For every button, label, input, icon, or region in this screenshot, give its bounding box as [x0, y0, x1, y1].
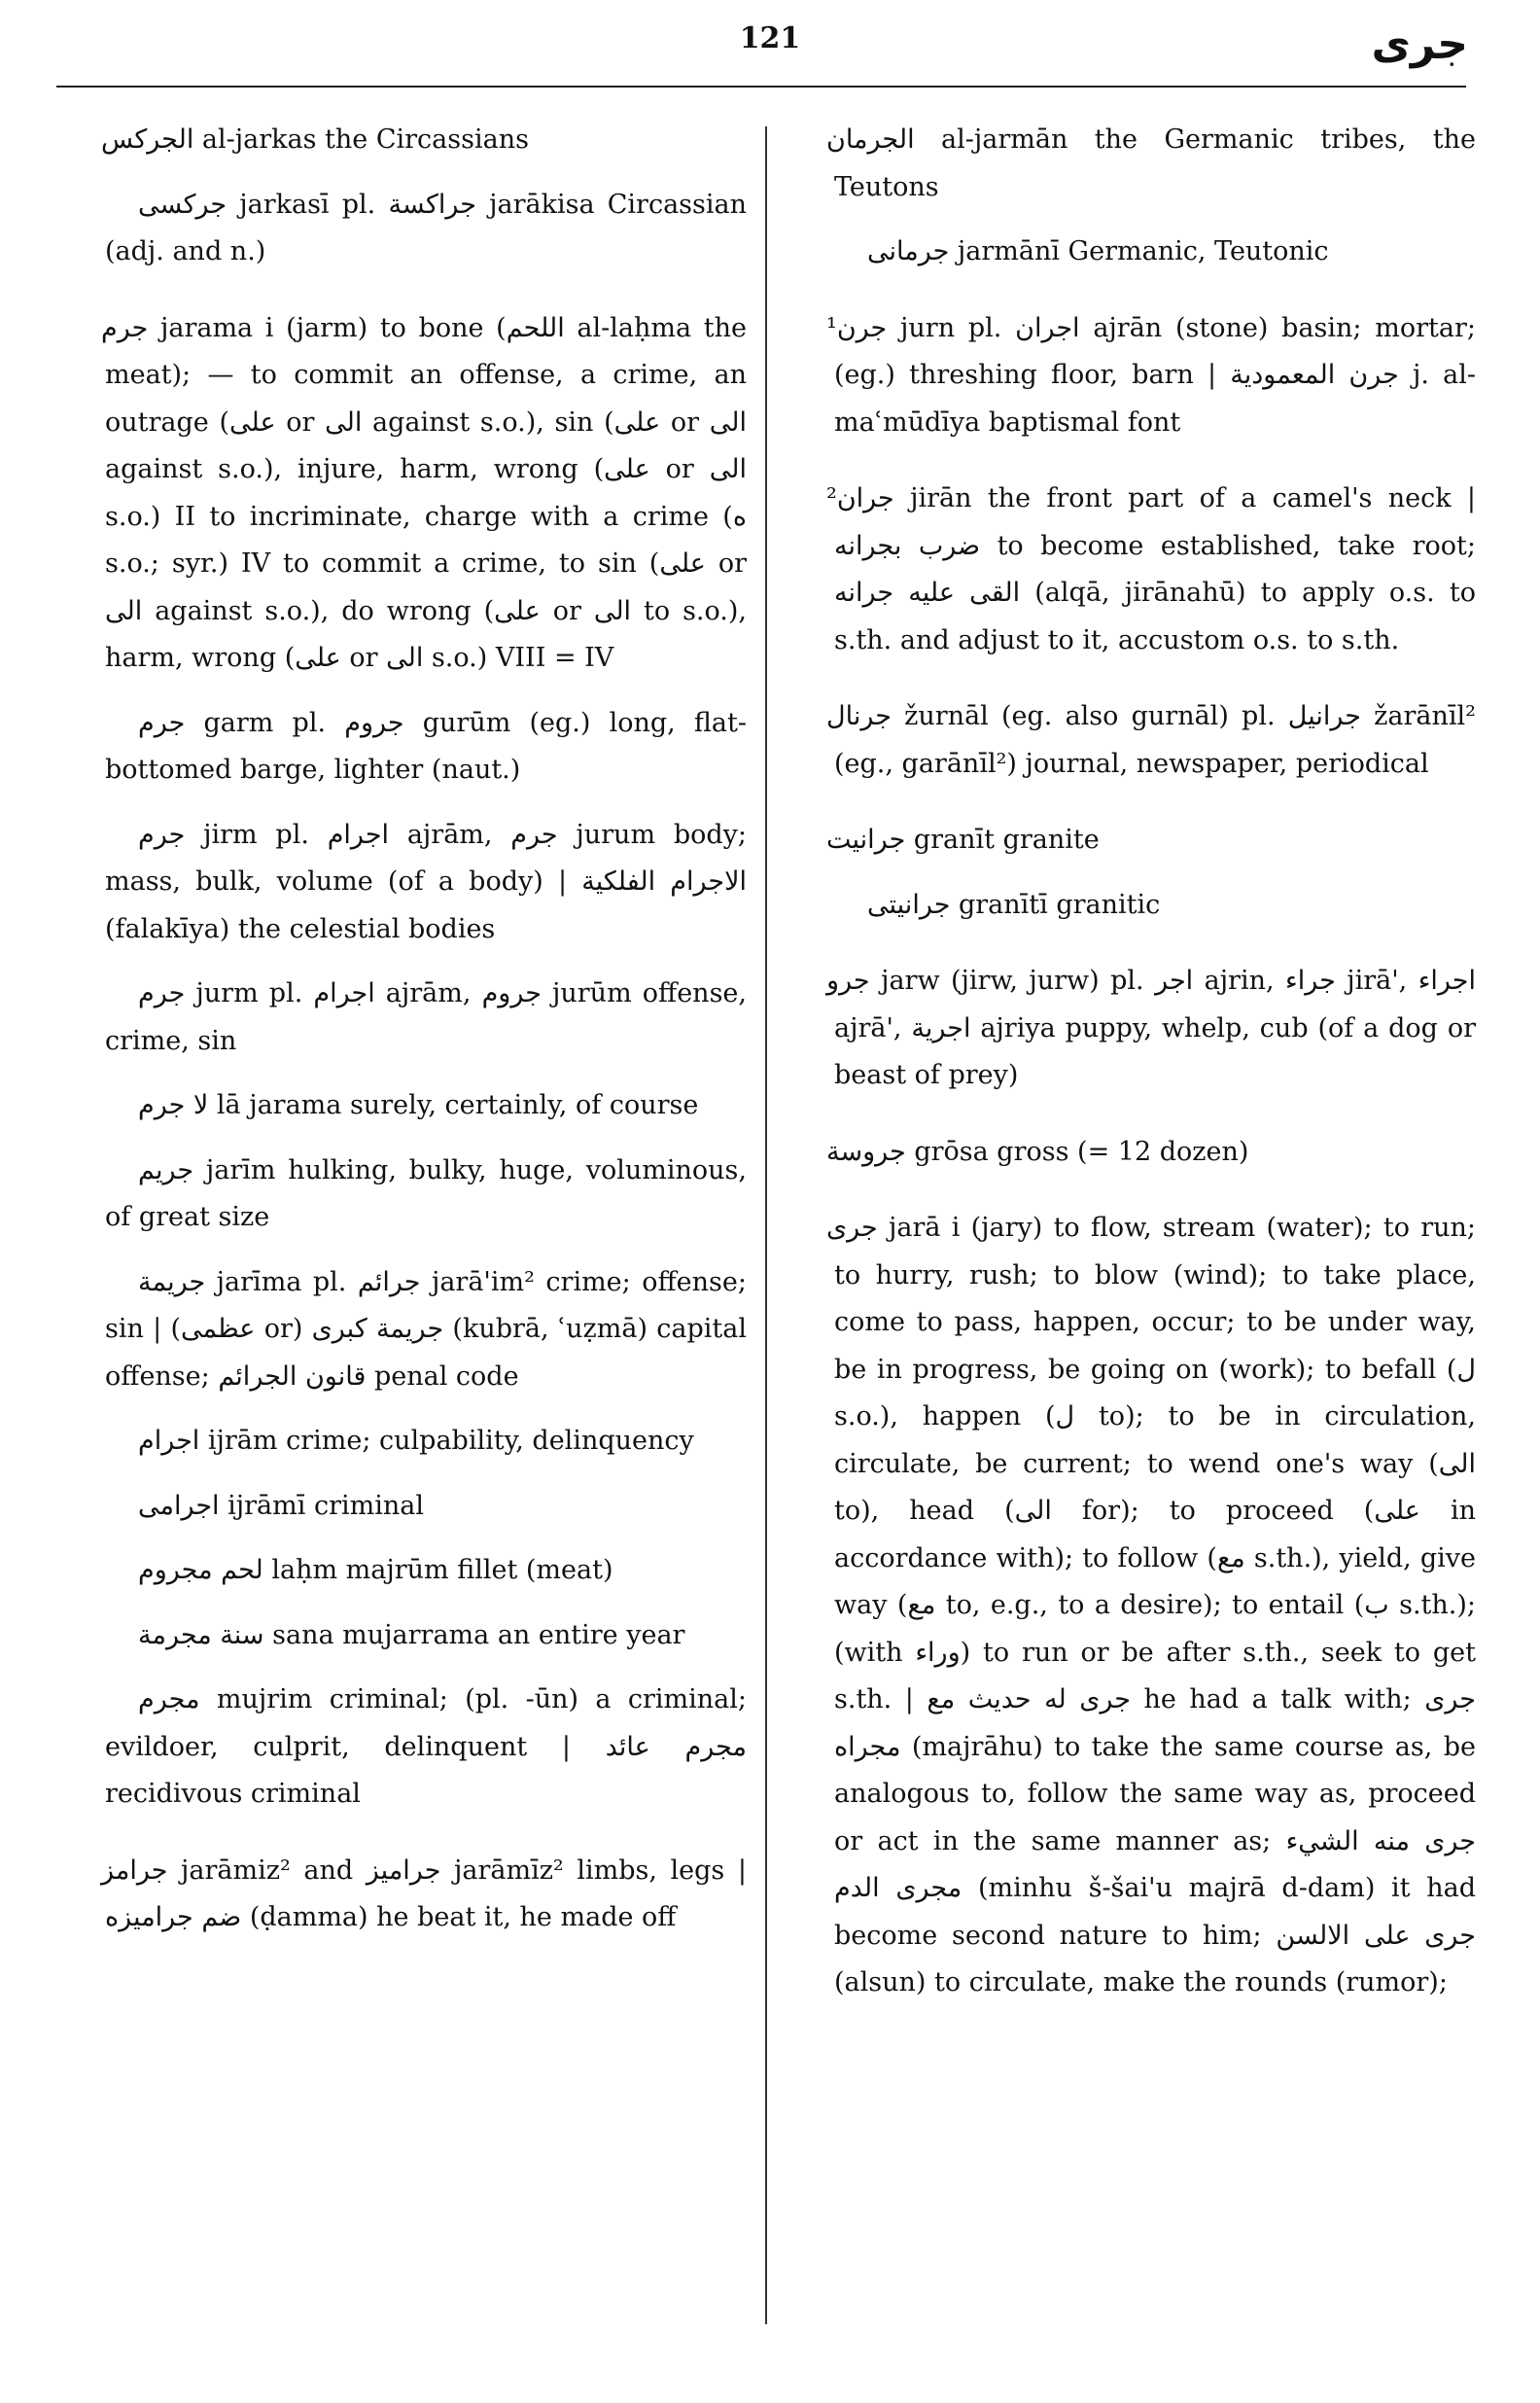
- dictionary-subentry: جرانيتى granītī granitic: [867, 889, 1161, 920]
- dictionary-entry: جرى jarā i (jary) to flow, stream (water); to run; to hurry, rush; to blow (wind); to take place, come to pass, happen, occur; to be under way, be in progress, be going on (work); to befall (ل s.o.), happen (ل to); to be in circulation, circulate, be current; to wend one's way (الى to), head (الى for); to proceed (على in accordance with); to follow (مع s.th.), yield, give way (مع to, e.g., to a desire); to entail (ب s.th.); (with وراء) to run or be after s.th., seek to get s.th. | جرى له حديث مع he had a talk with; جرى مجراه (majrāhu) to take the same course as, be analogous to, follow the same way as, proceed or act in the same manner as; جرى منه الشيء مجرى الدم (minhu š-šai'u majrā d-dam) it had become second nature to him; جرى على الالسن (alsun) to circulate, make the rounds (rumor);: [826, 1213, 1477, 1997]
- dictionary-entry: جرو jarw (jirw, jurw) pl. اجر ajrin, جراء jirā', اجراء ajrā', اجرية ajriya puppy, whelp, cub (of a dog or beast of prey): [826, 966, 1476, 1090]
- column-divider: [765, 126, 767, 2324]
- dictionary-entry: الجركس al-jarkas the Circassians: [101, 124, 529, 155]
- dictionary-subentry: جرم jirm pl. اجرام ajrām, جرم jurum body; mass, bulk, volume (of a body) | الاجرام الفلكية (falakīya) the celestial bodies: [105, 819, 748, 944]
- dictionary-subentry: سنة مجرمة sana mujarrama an entire year: [138, 1619, 685, 1650]
- dictionary-entry: جرم jarama i (jarm) to bone (اللحم al-laḥma the meat); — to commit an offense, a crime, an outrage (على or الى against s.o.), sin (على or الى against s.o.), injure, harm, wrong (على or الى s.o.) II to incriminate, charge with a crime (ه s.o.; syr.) IV to commit a crime, to sin (على or الى against s.o.), do wrong (على or الى to s.o.), harm, wrong (على or الى s.o.) VIII = IV: [101, 312, 747, 673]
- dictionary-entry: جرامز jarāmiz² and جراميز jarāmīz² limbs, legs | ضم جراميزه (ḍamma) he beat it, he made off: [101, 1855, 747, 1932]
- dictionary-subentry: مجرم mujrim criminal; (pl. -ūn) a criminal; evildoer, culprit, delinquent | مجرم عائد recidivous criminal: [105, 1684, 747, 1809]
- dictionary-subentry: اجرامى ijrāmī criminal: [138, 1490, 424, 1521]
- dictionary-subentry: جريمة jarīma pl. جرائم jarā'im² crime; offense; sin | (عظمى or) جريمة كبرى (kubrā, ʿuẓmā) capital offense; قانون الجرائم penal code: [105, 1266, 747, 1392]
- dictionary-entry: ²جران jirān the front part of a camel's neck | ضرب بجرانه to become established, take root; القى عليه جرانه (alqā, jirānahū) to apply o.s. to s.th. and adjust to it, accustom o.s. to s.th.: [826, 483, 1476, 655]
- dictionary-entry: جرنال žurnāl (eg. also gurnāl) pl. جرانيل žarānīl² (eg., garānīl²) journal, newspaper, periodical: [826, 701, 1476, 779]
- dictionary-subentry: جرمانى jarmānī Germanic, Teutonic: [867, 236, 1329, 266]
- dictionary-entry: جرانيت granīt granite: [826, 825, 1100, 855]
- dictionary-subentry: اجرام ijrām crime; culpability, delinquency: [138, 1426, 694, 1456]
- dictionary-subentry: جركسى jarkasī pl. جراكسة jarākisa Circassian (adj. and n.): [105, 189, 747, 266]
- right-column: [826, 117, 1477, 2025]
- dictionary-entry: ¹جرن jurn pl. اجران ajrān (stone) basin; mortar; (eg.) threshing floor, barn | جرن المعمودية j. al-maʿmūdīya baptismal font: [826, 312, 1476, 438]
- dictionary-entry: الجرمان al-jarmān the Germanic tribes, the Teutons: [826, 124, 1476, 202]
- dictionary-subentry: لحم مجروم laḥm majrūm fillet (meat): [138, 1555, 613, 1585]
- dictionary-subentry: جريم jarīm hulking, bulky, huge, voluminous, of great size: [105, 1154, 747, 1232]
- dictionary-subentry: جرم jurm pl. اجرام ajrām, جروم jurūm offense, crime, sin: [105, 978, 747, 1056]
- left-column: [101, 117, 748, 1960]
- dictionary-entry: جروسة grōsa gross (= 12 dozen): [826, 1136, 1249, 1167]
- dictionary-subentry: لا جرم lā jarama surely, certainly, of course: [138, 1090, 699, 1120]
- running-head-keyword: جرى: [1371, 19, 1468, 69]
- dictionary-subentry: جرم garm pl. جروم gurūm (eg.) long, flat-bottomed barge, lighter (naut.): [105, 707, 747, 785]
- page-number: 121: [739, 21, 801, 55]
- header-rule: [56, 86, 1466, 88]
